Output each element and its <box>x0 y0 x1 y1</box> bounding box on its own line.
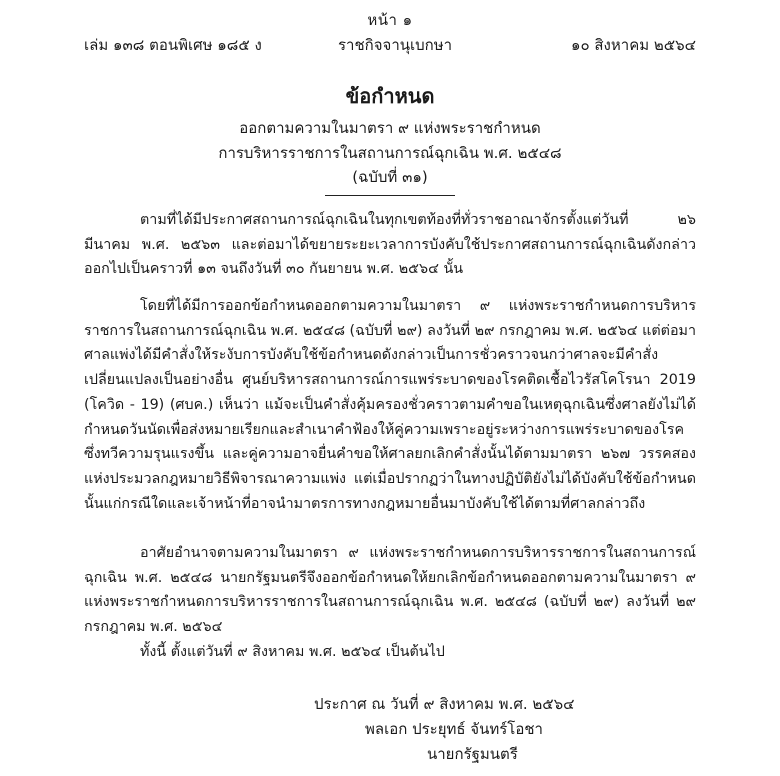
subtitle-line-1: ออกตามความในมาตรา ๙ แห่งพระราชกำหนด <box>239 119 541 137</box>
paragraph-3: อาศัยอำนาจตามความในมาตรา ๙ แห่งพระราชกำหนดการบริหารราชการในสถานการณ์ฉุกเฉิน พ.ศ. ๒๕๔๘ นายกรัฐมนตรีจึงออกข้อกำหนดให้ยกเลิกข้อกำหนดออกตามความในมาตรา ๙ แห่งพระราชกำหนดการบริหารราชการในสถานการณ์ฉุกเฉิน พ.ศ. ๒๕๔๘ (ฉบับที่ ๒๙) ลงวันที่ ๒๙ กรกฎาคม พ.ศ. ๒๕๖๔ <box>84 545 696 636</box>
document-title: ข้อกำหนด <box>345 84 435 108</box>
subtitle-line-2: การบริหารราชการในสถานการณ์ฉุกเฉิน พ.ศ. ๒๕๔๘ <box>218 144 562 162</box>
announcement-date: ประกาศ ณ วันที่ ๙ สิงหาคม พ.ศ. ๒๕๖๔ <box>314 695 575 713</box>
paragraph-1-block <box>84 208 696 282</box>
paragraph-1: ตามที่ได้มีประกาศสถานการณ์ฉุกเฉินในทุกเขตท้องที่ทั่วราชอาณาจักรตั้งแต่วันที่ ๒๖ มีนาคม พ.ศ. ๒๕๖๓ และต่อมาได้ขยายระยะเวลาการบังคับใช้ประกาศสถานการณ์ฉุกเฉินดังกล่าวออกไปเป็นคราวที่ ๑๓ จนถึงวันที่ ๓๐ กันยายน พ.ศ. ๒๕๖๔ นั้น <box>84 212 696 278</box>
gazette-name: ราชกิจจานุเบกษา <box>338 36 453 54</box>
paragraph-3-block <box>84 541 696 640</box>
title-divider <box>325 195 455 196</box>
subtitle-edition: (ฉบับที่ ๓๑) <box>352 168 428 186</box>
page-number: หน้า ๑ <box>367 11 413 29</box>
signatory-position: นายกรัฐมนตรี <box>427 745 518 763</box>
paragraph-2-block <box>84 294 696 516</box>
paragraph-2: โดยที่ได้มีการออกข้อกำหนดออกตามความในมาตรา ๙ แห่งพระราชกำหนดการบริหารราชการในสถานการณ์ฉุกเฉิน พ.ศ. ๒๕๔๘ (ฉบับที่ ๒๙) ลงวันที่ ๒๙ กรกฎาคม พ.ศ. ๒๕๖๔ แต่ต่อมาศาลแพ่งได้มีคำสั่งให้ระงับการบังคับใช้ข้อกำหนดดังกล่าวเป็นการชั่วคราวจนกว่าศาลจะมีคำสั่งเปลี่ยนแปลงเป็นอย่างอื่น ศูนย์บริหารสถานการณ์การแพร่ระบาดของโรคติดเชื้อไวรัสโคโรนา 2019 (โควิด - 19) (ศบค.) เห็นว่า แม้จะเป็นคำสั่งคุ้มครองชั่วคราวตามคำขอในเหตุฉุกเฉินซึ่งศาลยังไม่ได้กำหนดวันนัดเพื่อส่งหมายเรียกและสำเนาคำฟ้องให้คู่ความเพราะอยู่ระหว่างการแพร่ระบาดของโรคซึ่งทวีความรุนแรงขึ้น และคู่ความอาจยื่นคำขอให้ศาลยกเลิกคำสั่งนั้นได้ตามมาตรา ๒๖๗ วรรคสอง แห่งประมวลกฎหมายวิธีพิจารณาความแพ่ง แต่เมื่อปรากฏว่าในทางปฏิบัติยังไม่ได้บังคับใช้ข้อกำหนดนั้นแก่กรณีใดและเจ้าหน้าที่อาจนำมาตรการทางกฎหมายอื่นมาบังคับใช้ได้ตามที่ศาลกล่าวถึง <box>84 298 696 512</box>
paragraph-4-block <box>84 640 696 665</box>
publication-date: ๑๐ สิงหาคม ๒๕๖๔ <box>570 36 696 54</box>
signatory-name: พลเอก ประยุทธ์ จันทร์โอชา <box>365 720 543 738</box>
volume-info: เล่ม ๑๓๘ ตอนพิเศษ ๑๘๕ ง <box>84 36 262 54</box>
paragraph-4: ทั้งนี้ ตั้งแต่วันที่ ๙ สิงหาคม พ.ศ. ๒๕๖๔ เป็นต้นไป <box>140 644 445 660</box>
